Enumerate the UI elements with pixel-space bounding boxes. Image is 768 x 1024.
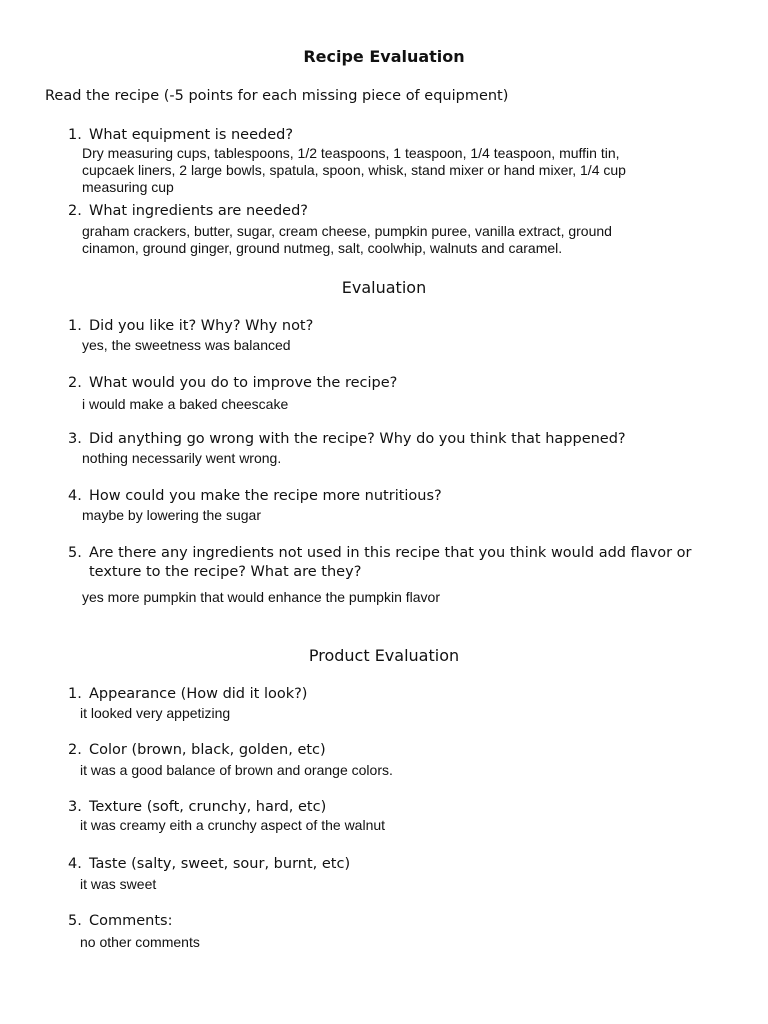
question-text: Color (brown, black, golden, etc) (89, 742, 326, 758)
question-text: What would you do to improve the recipe? (89, 375, 398, 391)
question-number: 1. (68, 127, 82, 143)
question-text-line-1: Are there any ingredients not used in this recipe that you think would add flavor or (89, 545, 692, 561)
product-evaluation-heading: Product Evaluation (308, 646, 460, 665)
question-text: Taste (salty, sweet, sour, burnt, etc) (89, 856, 351, 872)
product-question-5 (68, 912, 172, 931)
evaluation-answer-2: i would make a baked cheescake (82, 396, 289, 412)
evaluation-question-5 (68, 544, 691, 563)
recipe-answer-1-line-3: measuring cup (82, 179, 174, 195)
product-answer-2: it was a good balance of brown and orange colors. (80, 762, 393, 778)
product-answer-4: it was sweet (80, 876, 157, 892)
evaluation-question-4 (68, 487, 442, 506)
question-number: 3. (68, 799, 82, 815)
question-number: 2. (68, 203, 82, 219)
question-text: Appearance (How did it look?) (89, 686, 308, 702)
evaluation-question-2 (68, 374, 397, 393)
question-number: 2. (68, 375, 82, 391)
product-answer-3: it was creamy eith a crunchy aspect of the walnut (80, 817, 386, 833)
evaluation-answer-4: maybe by lowering the sugar (82, 507, 261, 523)
evaluation-question-5-continued (68, 563, 361, 582)
page-title: Recipe Evaluation (303, 47, 465, 66)
product-answer-5: no other comments (80, 934, 200, 950)
evaluation-question-1 (68, 317, 313, 336)
question-number: 1. (68, 686, 82, 702)
question-number: 4. (68, 856, 82, 872)
recipe-answer-1-line-2: cupcaek liners, 2 large bowls, spatula, spoon, whisk, stand mixer or hand mixer, 1/4 cup (82, 162, 626, 178)
question-text: Comments: (89, 913, 173, 929)
product-question-2 (68, 741, 326, 760)
question-number: 5. (68, 913, 82, 929)
question-number: 5. (68, 545, 82, 561)
question-number: 4. (68, 488, 82, 504)
question-text: Did you like it? Why? Why not? (89, 318, 314, 334)
evaluation-heading: Evaluation (341, 278, 427, 297)
intro-instruction: Read the recipe (-5 points for each missing piece of equipment) (45, 88, 509, 104)
product-question-4 (68, 855, 350, 874)
question-text: What equipment is needed? (89, 127, 294, 143)
question-text-line-2: texture to the recipe? What are they? (89, 564, 362, 580)
evaluation-answer-3: nothing necessarily went wrong. (82, 450, 282, 466)
question-text: What ingredients are needed? (89, 203, 309, 219)
evaluation-answer-5: yes more pumpkin that would enhance the pumpkin flavor (82, 589, 440, 605)
product-answer-1: it looked very appetizing (80, 705, 231, 721)
recipe-answer-2-line-2: cinamon, ground ginger, ground nutmeg, salt, coolwhip, walnuts and caramel. (82, 240, 563, 256)
question-text: How could you make the recipe more nutritious? (89, 488, 442, 504)
recipe-question-1 (68, 126, 293, 145)
evaluation-answer-1: yes, the sweetness was balanced (82, 337, 291, 353)
product-question-1 (68, 685, 307, 704)
evaluation-question-3 (68, 430, 626, 449)
recipe-answer-2-line-1: graham crackers, butter, sugar, cream cheese, pumpkin puree, vanilla extract, ground (82, 223, 612, 239)
question-text: Texture (soft, crunchy, hard, etc) (89, 799, 327, 815)
product-question-3 (68, 798, 326, 817)
recipe-question-2 (68, 202, 308, 221)
question-number: 2. (68, 742, 82, 758)
question-text: Did anything go wrong with the recipe? Why do you think that happened? (89, 431, 626, 447)
question-number: 1. (68, 318, 82, 334)
recipe-answer-1-line-1: Dry measuring cups, tablespoons, 1/2 teaspoons, 1 teaspoon, 1/4 teaspoon, muffin tin, (82, 145, 620, 161)
question-number: 3. (68, 431, 82, 447)
